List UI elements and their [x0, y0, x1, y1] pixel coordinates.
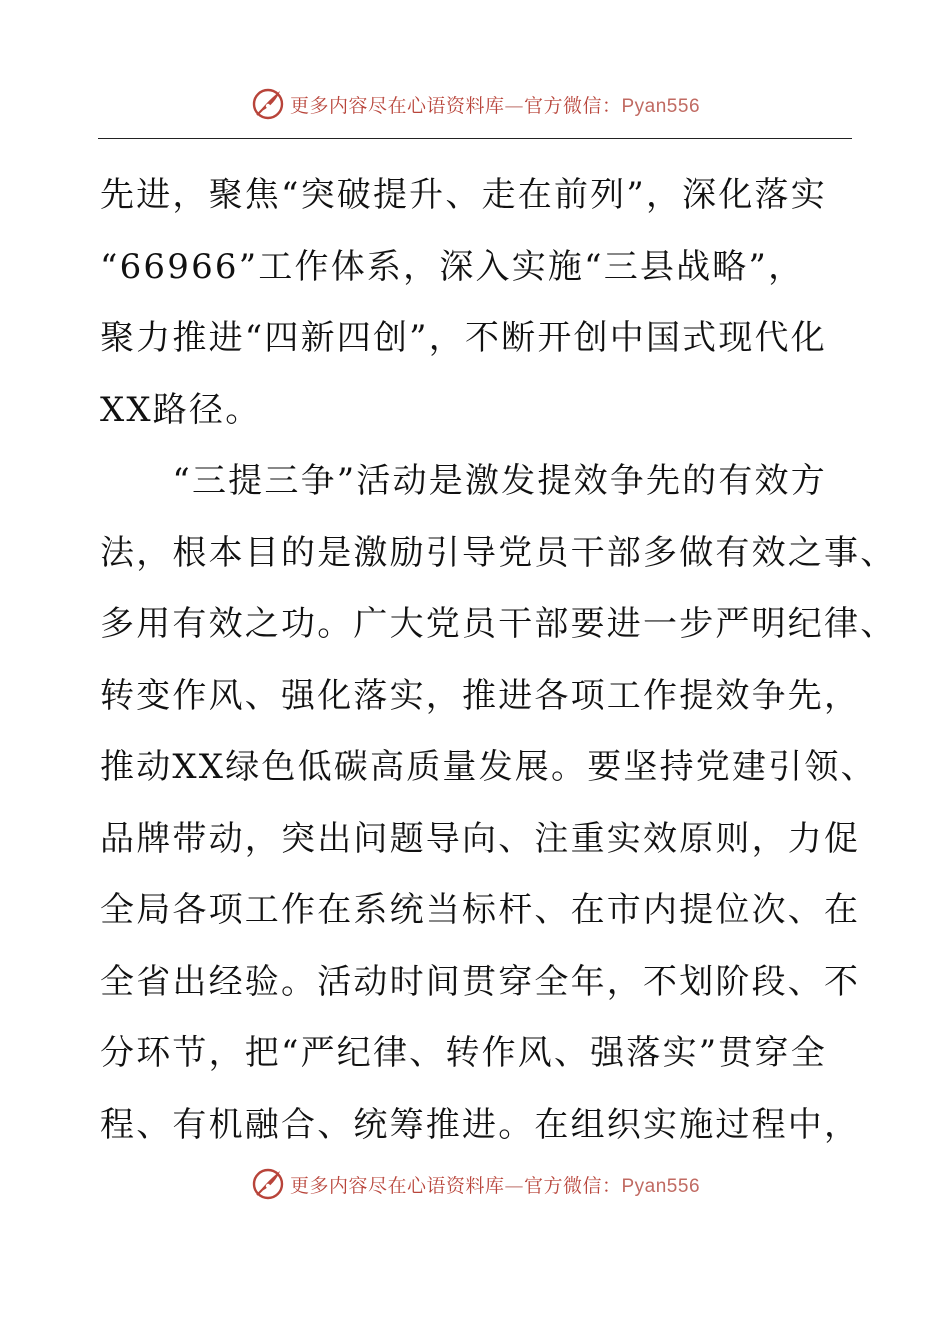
text-line-10: 品牌带动，突出问题导向、注重实效原则，力促 [100, 818, 861, 859]
text-line-2: “66966”工作体系，深入实施“三县战略”， [100, 246, 805, 287]
text-line-8: 转变作风、强化落实，推进各项工作提效争先， [100, 675, 861, 716]
text-line-13: 分环节，把“严纪律、转作风、强落实”贯穿全 [100, 1033, 827, 1073]
footer-brand-text: 更多内容尽在心语资料库 [289, 1174, 505, 1197]
text-line-3: 聚力推进“四新四创”，不断开创中国式现代化 [100, 318, 827, 358]
footer-wechat-label: 官方微信： [523, 1174, 622, 1197]
text-line-4: XX路径。 [100, 389, 262, 430]
text-line-1: 先进，聚焦“突破提升、走在前列”，深化落实 [100, 175, 827, 215]
text-line-12: 全省出经验。活动时间贯穿全年，不划阶段、不 [100, 961, 861, 1002]
text-line-9: 推动XX绿色低碳高质量发展。要坚持党建引领、 [100, 747, 877, 787]
footer-wechat-account: Pyan556 [621, 1175, 701, 1197]
text-line-14: 程、有机融合、统筹推进。在组织实施过程中， [100, 1104, 861, 1145]
header-brand-text: 更多内容尽在心语资料库 [289, 94, 505, 117]
quill-seal-logo-icon [250, 1166, 286, 1202]
header-watermark [0, 84, 950, 124]
footer-separator: — [504, 1174, 524, 1197]
document-body [100, 160, 897, 1161]
text-line-11: 全局各项工作在系统当标杆、在市内提位次、在 [100, 890, 861, 930]
header-wechat-account: Pyan556 [621, 95, 701, 117]
text-line-7: 多用有效之功。广大党员干部要进一步严明纪律、 [100, 604, 897, 644]
header-wechat-label: 官方微信： [523, 94, 622, 117]
header-watermark-text [290, 91, 700, 118]
quill-seal-logo-icon [250, 86, 286, 122]
footer-watermark [0, 1164, 950, 1204]
footer-watermark-text [290, 1171, 700, 1198]
text-line-5: “三提三争”活动是激发提效争先的有效方 [100, 461, 827, 501]
header-divider [98, 138, 852, 139]
header-separator: — [504, 94, 524, 117]
text-line-6: 法，根本目的是激励引导党员干部多做有效之事、 [100, 532, 897, 573]
